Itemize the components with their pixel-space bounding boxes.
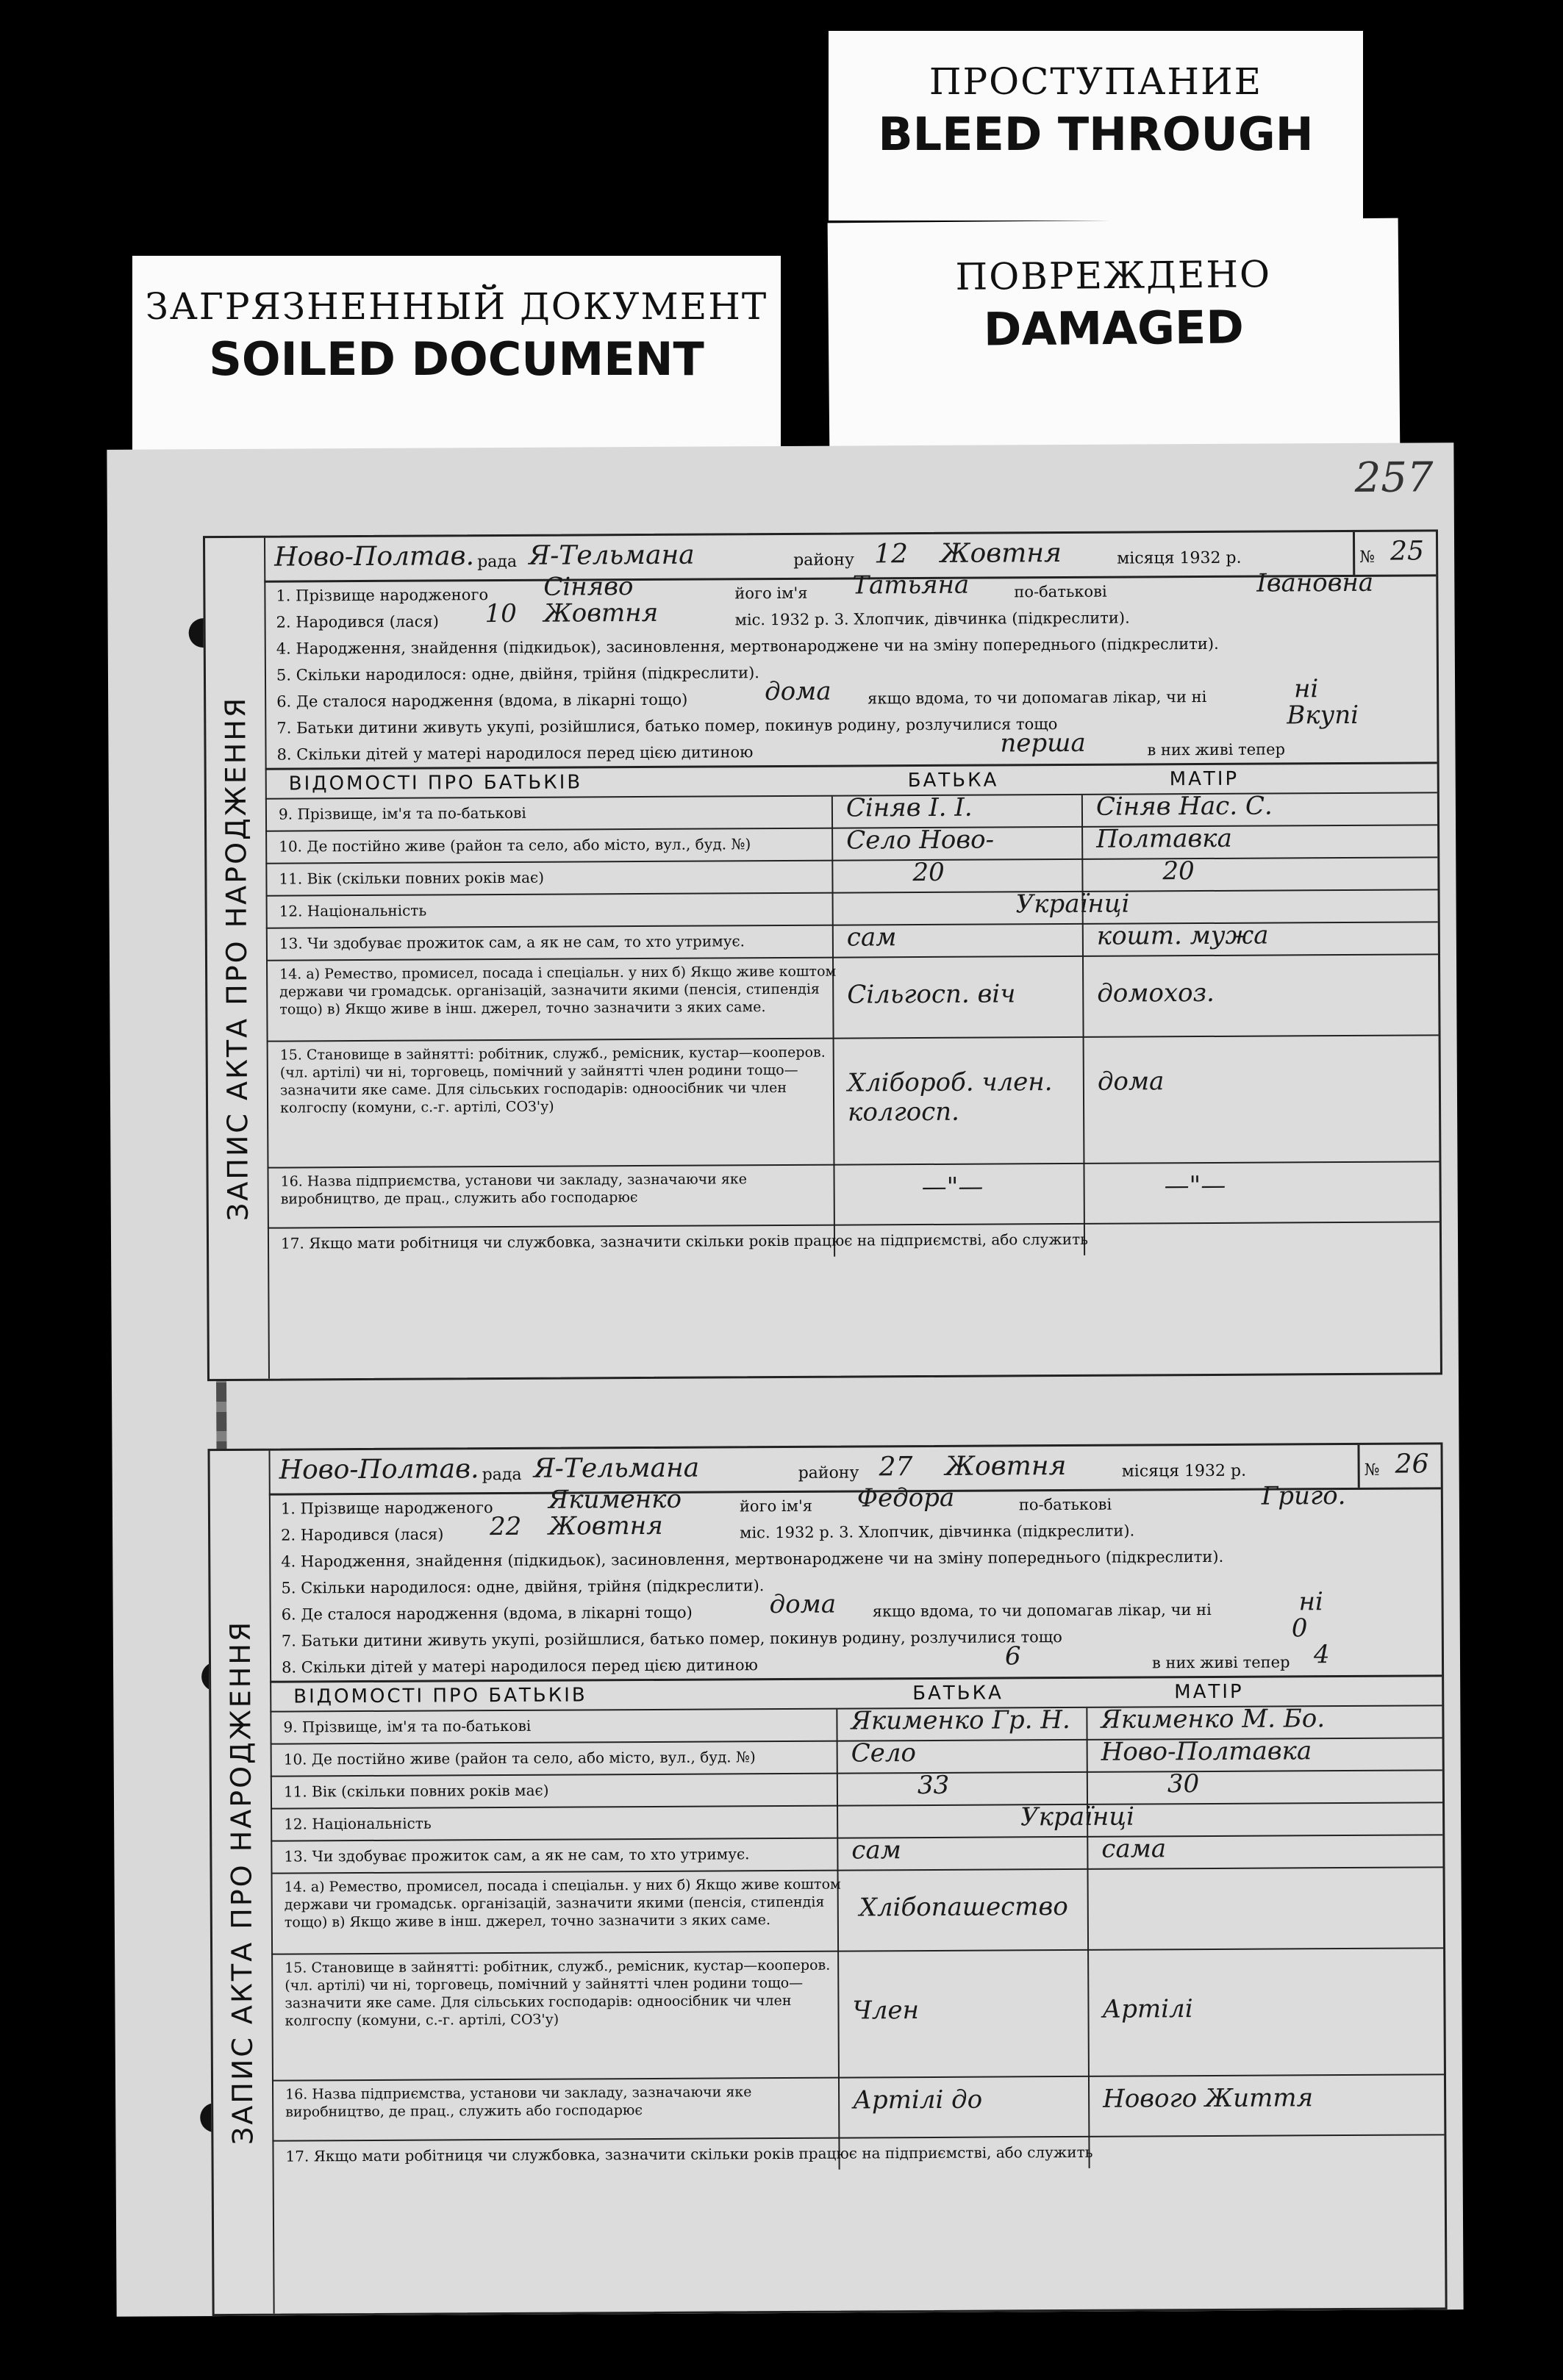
label-ru: ПОВРЕЖДЕНО bbox=[955, 253, 1272, 298]
record-number: 26 bbox=[1395, 1449, 1429, 1480]
record-header: Ново-Полтав. рада Я-Тельмана району 27 Жовтня місяця 1932 р. № 26 bbox=[268, 1444, 1440, 1495]
district-handwritten: Я-Тельмана bbox=[533, 1452, 700, 1484]
birth-record: ЗАПИС АКТА ПРО НАРОДЖЕННЯ Ново-Полтав. рада Я-Тельмана району 27 Жовтня місяця 1932 р. № 26 1. Прізвище народженого Якименко його ім'я Федора по-батькові Григо. 2. Народився (лася) 22 Жовтня міс. 1932 р. 3. Хлопчик, дівчинка (підкреслити). 4. Народження, знайдення (підкидьок), засиновлення, мертвонароджене чи на зміну попереднього (підкреслити). 5. Скільки народилося: одне, двійня, трійня (підкреслити). 6. Де сталося народження (вдома, в лікарні тощо) дома якщо вдома, то чи допомагав лікар, чи ні ні 7. Батьки дитини живуть укупі, розійшлися, батько помер, покинув родину, розлучилися тощо 0 8. Скільки дітей у матері народилося перед цією дитиною 6 в них живі тепер 4 ВІДОМОСТІ ПРО БАТЬКІВ БАТЬКА МАТІР 9. Прізвище, ім'я та по-батькові Якименко Гр. Н. Якименко М. Бо. 10. Де постійно живе (район та село, або місто, вул., буд. №) Село Ново-Полтавка 11. Вік (скільки повних років має) 33 30 12. Національність Українці 13. Чи здобуває прожиток сам, а як не сам, то хто утримує. сам сама 14. а) Ремество, промисел, посада і спеціальн. у них б) Якщо живе коштом держави чи громадськ. організацій, зазначити якими (пенсія, стипендія тощо) в) Якщо живе в інш. джерел, точно зазначити з яких саме. Хлібопашество 15. Становище в зайнятті: робітник, служб., ремісник, кустар—кооперов. (чл. артілі) чи ні, торговець, помічний у зайнятті член родини тощо—зазначити яке саме. Для сільських господарів: одноосібник чи член колгоспу (комуни, с.-г. артілі, СОЗ'у) Член Артілі 16. Назва підприємства, установи чи закладу, зазначаючи яке виробництво, де прац., служить або господарює Артілі до Нового Життя 17. Якщо мати робітниця чи службовка, зазначити скільки років працює на підприємстві, або служить bbox=[207, 1442, 1447, 2316]
parents-section-header: ВІДОМОСТІ ПРО БАТЬКІВ БАТЬКА МАТІР bbox=[270, 1674, 1442, 1712]
label-en: BLEED THROUGH bbox=[878, 107, 1314, 161]
month-handwritten: Жовтня bbox=[945, 1450, 1067, 1482]
record-header: Ново-Полтав. рада Я-Тельмана району 12 Жовтня місяця 1932 р. № 25 bbox=[264, 531, 1436, 582]
month-handwritten: Жовтня bbox=[940, 538, 1062, 569]
record-number-box: № 25 bbox=[1353, 531, 1436, 575]
page-number: 257 bbox=[1354, 454, 1434, 502]
bleed-through-label bbox=[829, 31, 1363, 221]
damaged-label bbox=[828, 218, 1401, 459]
district-handwritten: Я-Тельмана bbox=[529, 540, 695, 571]
label-en: DAMAGED bbox=[983, 300, 1245, 356]
label-ru: ЗАГРЯЗНЕННЫЙ ДОКУМЕНТ bbox=[145, 285, 768, 328]
day-handwritten: 12 bbox=[874, 539, 909, 570]
village-handwritten: Ново-Полтав. bbox=[279, 1454, 479, 1485]
day-handwritten: 27 bbox=[879, 1452, 913, 1483]
birth-record: ЗАПИС АКТА ПРО НАРОДЖЕННЯ Ново-Полтав. рада Я-Тельмана району 12 Жовтня місяця 1932 р. № 25 1. Прізвище народженого Сіняво його ім'я Татьяна по-батькові Івановна 2. Народився (лася) 10 Жовтня міс. 1932 р. 3. Хлопчик, дівчинка (підкреслити). 4. Народження, знайдення (підкидьок), засиновлення, мертвонароджене чи на зміну попереднього (підкреслити). 5. Скільки народилося: одне, двійня, трійня (підкреслити). 6. Де сталося народження (вдома, в лікарні тощо) дома якщо вдома, то чи допомагав лікар, чи ні ні 7. Батьки дитини живуть укупі, розійшлися, батько помер, покинув родину, розлучилися тощо Вкупі 8. Скільки дітей у матері народилося перед цією дитиною перша в них живі тепер ВІДОМОСТІ ПРО БАТЬКІВ БАТЬКА МАТІР 9. Прізвище, ім'я та по-батькові Сіняв І. І. Сіняв Нас. С. 10. Де постійно живе (район та село, або місто, вул., буд. №) Село Ново- Полтавка 11. Вік (скільки повних років має) 20 20 12. Національність Українці 13. Чи здобуває прожиток сам, а як не сам, то хто утримує. сам кошт. мужа 14. а) Ремество, промисел, посада і спеціальн. у них б) Якщо живе коштом держави чи громадськ. організацій, зазначити якими (пенсія, стипендія тощо) в) Якщо живе в інш. джерел, точно зазначити з яких саме. Сільгосп. віч домохоз. 15. Становище в зайнятті: робітник, служб., ремісник, кустар—кооперов. (чл. артілі) чи ні, торговець, помічний у зайнятті член родини тощо—зазначити яке саме. Для сільських господарів: одноосібник чи член колгоспу (комуни, с.-г. артілі, СОЗ'у) Хлібороб. член. колгосп. дома 16. Назва підприємства, установи чи закладу, зазначаючи яке виробництво, де прац., служить або господарює —"— —"— 17. Якщо мати робітниця чи службовка, зазначити скільки років працює на підприємстві, або служить bbox=[203, 529, 1442, 1381]
label-en: SOILED DOCUMENT bbox=[209, 332, 704, 386]
document-sheet bbox=[107, 442, 1463, 2317]
record-number: 25 bbox=[1390, 536, 1425, 567]
village-handwritten: Ново-Полтав. bbox=[274, 541, 475, 573]
record-number-box: № 26 bbox=[1357, 1444, 1440, 1488]
parents-section-header: ВІДОМОСТІ ПРО БАТЬКІВ БАТЬКА МАТІР bbox=[265, 761, 1437, 799]
label-ru: ПРОСТУПАНИЕ bbox=[929, 60, 1263, 103]
side-title: ЗАПИС АКТА ПРО НАРОДЖЕННЯ bbox=[205, 538, 270, 1379]
side-title: ЗАПИС АКТА ПРО НАРОДЖЕННЯ bbox=[210, 1451, 274, 2314]
